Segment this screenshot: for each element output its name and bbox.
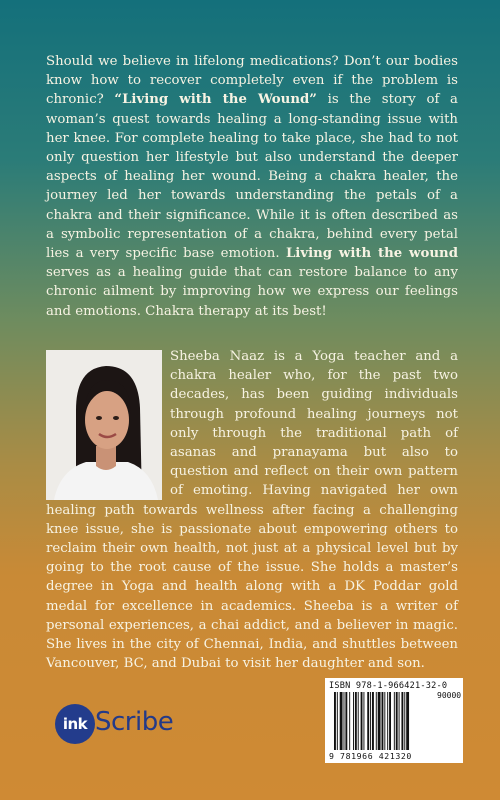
- barcode-bar: [406, 692, 409, 750]
- isbn-barcode: [325, 678, 463, 763]
- barcode-bar: [399, 692, 400, 750]
- author-photo: [46, 350, 162, 500]
- blurb-book-title: Living with the wound: [285, 246, 458, 262]
- author-bio-text: Sheeba Naaz is a Yoga teacher and a chakra healer who, for the past two decades, has been guiding individuals through profound healing journeys not only through the traditional path of asanas and pranayama but also to question and reflect on their own pattern of emoting. Having navigated her own healing path towards wellness after facing a challenging knee issue, she is passionate about empowering others to reclaim their own health, not just at a physical level but by going to the root cause of the issue. She holds a master’s degree in Yoga and health along with a DK Poddar gold medal for excellence in academics. Sheeba is a writer of personal experiences, a chai addict, and a believer in magic. She lives in the city of Chennai, India, and shuttles between Vancouver, BC, and Dubai to visit her daughter and son.: [46, 349, 458, 672]
- author-portrait-illustration: [46, 350, 162, 500]
- barcode-bar: [349, 692, 350, 750]
- barcode-bar: [384, 692, 385, 750]
- barcode-digits: 9 781966 421320: [329, 751, 412, 761]
- barcode-bar: [404, 692, 405, 750]
- blurb-body: is the story of a woman’s quest towards healing a long-standing issue with her knee. For complete healing to take place, she had to not only question her lifestyle but also understand the deeper aspects of healing her wound. Being a chakra healer, the journey led her towards understanding the petals of a chakra and their significance. While it is often described as a symbolic representation of a chakra, behind every petal lies a very specific base emotion.: [46, 92, 458, 262]
- barcode-bar: [382, 692, 384, 750]
- barcode-price-code: 90000: [437, 691, 462, 700]
- barcode-bar: [387, 692, 388, 750]
- barcode-bar: [401, 692, 403, 750]
- barcode-bar: [376, 692, 377, 750]
- barcode-bar: [334, 692, 336, 750]
- barcode-bar: [358, 692, 359, 750]
- barcode-bar: [337, 692, 338, 750]
- barcode-bar: [340, 692, 343, 750]
- isbn-number: ISBN 978-1-966421-32-0: [329, 681, 448, 691]
- barcode-bar: [372, 692, 374, 750]
- barcode-bars: [334, 692, 434, 750]
- back-cover-blurb: [46, 52, 458, 321]
- blurb-intro: Should we believe in lifelong medications? Don’t our bodies know how to recover completely even if the problem is chronic?: [46, 54, 458, 108]
- publisher-logo-name: Scribe: [95, 707, 174, 737]
- publisher-logo-badge: ink: [55, 704, 95, 744]
- barcode-bar: [344, 692, 345, 750]
- barcode-bar: [353, 692, 354, 750]
- barcode-bar: [389, 692, 391, 750]
- blurb-closing: serves as a healing guide that can restore balance to any chronic ailment by improving how we express our feelings and emotions. Chakra therapy at its best!: [46, 265, 458, 319]
- publisher-logo: [55, 702, 195, 746]
- barcode-bar: [370, 692, 371, 750]
- barcode-bar: [367, 692, 369, 750]
- blurb-book-title-quoted: “Living with the Wound”: [114, 92, 317, 108]
- barcode-bar: [363, 692, 364, 750]
- barcode-bar: [345, 692, 347, 750]
- barcode-bar: [394, 692, 395, 750]
- barcode-bar: [355, 692, 357, 750]
- barcode-bar: [378, 692, 381, 750]
- barcode-bar: [396, 692, 398, 750]
- barcode-bar: [361, 692, 363, 750]
